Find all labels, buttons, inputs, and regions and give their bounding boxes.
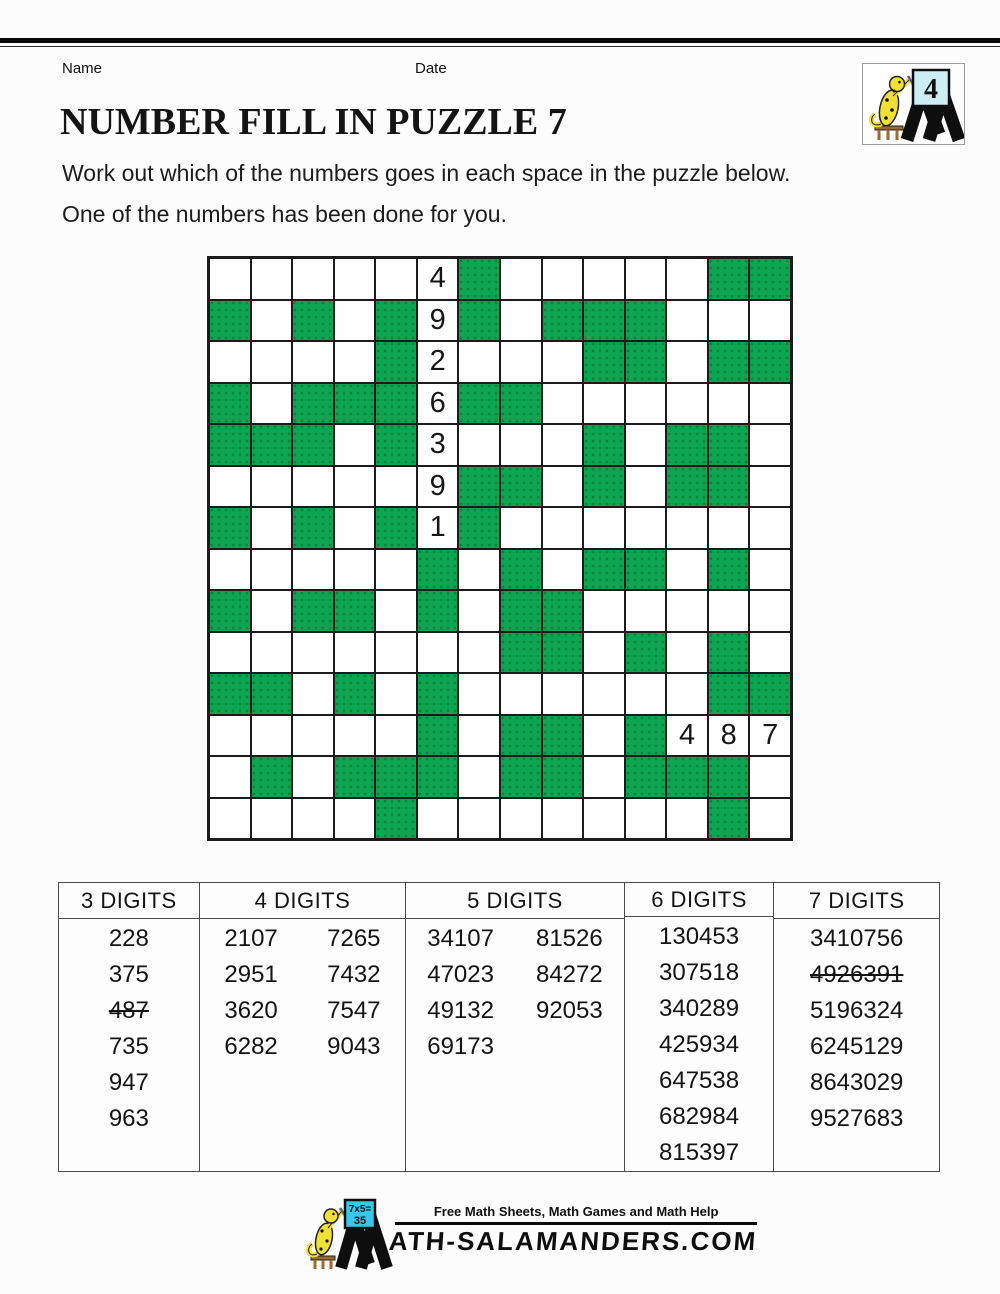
word-bank-number: 6245129 bbox=[809, 1033, 904, 1060]
grid-cell-empty[interactable] bbox=[458, 632, 500, 674]
grid-cell-empty[interactable] bbox=[292, 549, 334, 591]
grid-cell-prefilled: 3 bbox=[417, 424, 459, 466]
word-bank-list bbox=[200, 921, 303, 1171]
grid-cell-empty[interactable] bbox=[749, 549, 791, 591]
grid-cell-blocked bbox=[666, 756, 708, 798]
grid-cell-blocked bbox=[583, 300, 625, 342]
grid-cell-blocked bbox=[708, 424, 750, 466]
word-bank-number: 34107 bbox=[427, 925, 494, 952]
word-bank-list bbox=[625, 919, 774, 1171]
grid-cell-empty[interactable] bbox=[458, 798, 500, 840]
word-bank-number: 47023 bbox=[427, 961, 494, 988]
word-bank-list bbox=[406, 921, 515, 1171]
grid-cell-blocked bbox=[209, 590, 251, 632]
grid-cell-empty[interactable] bbox=[625, 258, 667, 300]
grid-cell-blocked bbox=[500, 549, 542, 591]
grid-cell-empty[interactable] bbox=[666, 383, 708, 425]
grid-cell-empty[interactable] bbox=[542, 673, 584, 715]
word-bank-header: 6 DIGITS bbox=[625, 883, 774, 917]
grid-cell-blocked bbox=[375, 798, 417, 840]
grid-cell-prefilled: 9 bbox=[417, 466, 459, 508]
word-bank-number: 647538 bbox=[659, 1067, 740, 1094]
math-salamanders-logo-icon bbox=[863, 64, 964, 144]
grid-cell-empty[interactable] bbox=[625, 590, 667, 632]
grid-cell-empty[interactable] bbox=[417, 632, 459, 674]
grid-cell-blocked bbox=[292, 424, 334, 466]
grid-cell-blocked bbox=[209, 507, 251, 549]
word-bank-number: 81526 bbox=[535, 925, 603, 952]
grid-cell-blocked bbox=[583, 424, 625, 466]
grid-cell-empty[interactable] bbox=[375, 632, 417, 674]
grid-cell-blocked bbox=[458, 507, 500, 549]
word-bank-number: 5196324 bbox=[809, 997, 904, 1024]
grid-cell-blocked bbox=[583, 466, 625, 508]
grid-cell-blocked bbox=[500, 466, 542, 508]
word-bank-number: 130453 bbox=[659, 923, 740, 950]
grid-cell-empty[interactable] bbox=[542, 466, 584, 508]
word-bank-list bbox=[515, 921, 624, 1171]
grid-cell-empty[interactable] bbox=[458, 549, 500, 591]
grid-cell-blocked bbox=[251, 756, 293, 798]
grid-cell-empty[interactable] bbox=[251, 632, 293, 674]
grid-cell-empty[interactable] bbox=[334, 341, 376, 383]
grid-cell-empty[interactable] bbox=[542, 798, 584, 840]
grid-cell-empty[interactable] bbox=[749, 383, 791, 425]
grid-cell-blocked bbox=[542, 590, 584, 632]
grid-cell-blocked bbox=[417, 549, 459, 591]
word-bank-number: 340289 bbox=[659, 995, 740, 1022]
grid-cell-empty[interactable] bbox=[251, 590, 293, 632]
grid-cell-blocked bbox=[625, 300, 667, 342]
word-bank-number: 4926391 bbox=[809, 961, 904, 988]
grid-cell-prefilled: 4 bbox=[417, 258, 459, 300]
word-bank-header: 4 DIGITS bbox=[200, 883, 406, 919]
grid-cell-empty[interactable] bbox=[292, 756, 334, 798]
grid-cell-blocked bbox=[500, 715, 542, 757]
grid-cell-empty[interactable] bbox=[251, 507, 293, 549]
grid-cell-empty[interactable] bbox=[666, 549, 708, 591]
word-bank-number: 7265 bbox=[327, 925, 381, 952]
grid-cell-empty[interactable] bbox=[251, 798, 293, 840]
grid-cell-empty[interactable] bbox=[708, 507, 750, 549]
footer-tagline: Free Math Sheets, Math Games and Math Help bbox=[433, 1204, 719, 1219]
grid-cell-blocked bbox=[666, 466, 708, 508]
grid-cell-empty[interactable] bbox=[749, 424, 791, 466]
grid-cell-empty[interactable] bbox=[292, 466, 334, 508]
grid-cell-empty[interactable] bbox=[666, 258, 708, 300]
word-bank-number: 49132 bbox=[427, 997, 494, 1024]
grid-cell-blocked bbox=[583, 549, 625, 591]
math-salamanders-footer-icon bbox=[303, 1198, 395, 1273]
word-bank-body bbox=[59, 919, 199, 1171]
grid-cell-prefilled: 1 bbox=[417, 507, 459, 549]
grid-cell-empty[interactable] bbox=[375, 673, 417, 715]
grid-cell-empty[interactable] bbox=[542, 549, 584, 591]
grid-cell-empty[interactable] bbox=[749, 632, 791, 674]
instructions-line-2: One of the numbers has been done for you. bbox=[62, 201, 507, 227]
grid-cell-blocked bbox=[542, 756, 584, 798]
grid-cell-blocked bbox=[334, 673, 376, 715]
grid-cell-blocked bbox=[708, 341, 750, 383]
grid-cell-blocked bbox=[292, 383, 334, 425]
word-bank-body bbox=[200, 919, 406, 1171]
word-bank-number: 6282 bbox=[224, 1033, 278, 1060]
grid-cell-empty[interactable] bbox=[500, 258, 542, 300]
word-bank-list bbox=[302, 921, 405, 1171]
grid-cell-blocked bbox=[542, 300, 584, 342]
puzzle-grid bbox=[207, 256, 793, 841]
grid-cell-blocked bbox=[708, 756, 750, 798]
grid-cell-blocked bbox=[417, 715, 459, 757]
word-bank-number: 228 bbox=[108, 925, 149, 952]
grid-cell-empty[interactable] bbox=[708, 590, 750, 632]
grid-cell-blocked bbox=[375, 424, 417, 466]
grid-cell-blocked bbox=[417, 590, 459, 632]
grid-cell-empty[interactable] bbox=[458, 424, 500, 466]
word-bank-number: 735 bbox=[108, 1033, 149, 1060]
grid-cell-prefilled: 7 bbox=[749, 715, 791, 757]
grid-cell-empty[interactable] bbox=[583, 798, 625, 840]
top-divider-thin bbox=[0, 46, 1000, 47]
word-bank-column bbox=[59, 883, 200, 1171]
grid-cell-empty[interactable] bbox=[708, 300, 750, 342]
word-bank-header: 5 DIGITS bbox=[406, 883, 624, 919]
grid-cell-blocked bbox=[458, 466, 500, 508]
top-divider bbox=[0, 38, 1000, 43]
grid-cell-blocked bbox=[417, 756, 459, 798]
grid-cell-empty[interactable] bbox=[417, 798, 459, 840]
grid-cell-empty[interactable] bbox=[251, 383, 293, 425]
grid-cell-empty[interactable] bbox=[708, 383, 750, 425]
grid-cell-empty[interactable] bbox=[749, 756, 791, 798]
grid-cell-empty[interactable] bbox=[542, 383, 584, 425]
grid-cell-empty[interactable] bbox=[334, 424, 376, 466]
word-bank-column bbox=[406, 883, 625, 1171]
footer-divider bbox=[395, 1222, 757, 1225]
word-bank-number: 963 bbox=[108, 1105, 149, 1132]
word-bank-number: 9043 bbox=[327, 1033, 381, 1060]
grid-cell-empty[interactable] bbox=[583, 632, 625, 674]
footer-board-line1: 7x5= bbox=[348, 1204, 372, 1215]
grid-cell-empty[interactable] bbox=[625, 466, 667, 508]
grid-cell-blocked bbox=[251, 424, 293, 466]
grid-cell-empty[interactable] bbox=[583, 590, 625, 632]
grid-cell-blocked bbox=[708, 798, 750, 840]
word-bank-number: 375 bbox=[108, 961, 149, 988]
header-logo-box bbox=[862, 63, 965, 145]
word-bank-number: 2107 bbox=[224, 925, 278, 952]
word-bank-number: 84272 bbox=[535, 961, 603, 988]
grid-cell-empty[interactable] bbox=[749, 590, 791, 632]
grid-cell-empty[interactable] bbox=[583, 673, 625, 715]
grid-cell-empty[interactable] bbox=[625, 798, 667, 840]
word-bank-table bbox=[58, 882, 940, 1172]
grid-cell-blocked bbox=[708, 466, 750, 508]
grid-cell-blocked bbox=[458, 258, 500, 300]
grid-cell-empty[interactable] bbox=[458, 673, 500, 715]
word-bank-list bbox=[59, 921, 199, 1171]
grid-cell-empty[interactable] bbox=[251, 300, 293, 342]
grid-cell-empty[interactable] bbox=[625, 383, 667, 425]
word-bank-header: 3 DIGITS bbox=[59, 883, 199, 919]
grid-cell-empty[interactable] bbox=[749, 300, 791, 342]
footer-board-line2: 35 bbox=[353, 1215, 367, 1227]
grid-cell-blocked bbox=[708, 549, 750, 591]
grid-cell-prefilled: 9 bbox=[417, 300, 459, 342]
word-bank-number: 487 bbox=[108, 997, 149, 1024]
grid-cell-empty[interactable] bbox=[542, 341, 584, 383]
grid-cell-blocked bbox=[625, 549, 667, 591]
grid-cell-empty[interactable] bbox=[292, 715, 334, 757]
grid-cell-blocked bbox=[209, 424, 251, 466]
grid-cell-blocked bbox=[625, 715, 667, 757]
grid-cell-empty[interactable] bbox=[583, 715, 625, 757]
grid-cell-empty[interactable] bbox=[500, 507, 542, 549]
grid-cell-empty[interactable] bbox=[334, 798, 376, 840]
grid-cell-empty[interactable] bbox=[458, 715, 500, 757]
grid-cell-blocked bbox=[749, 258, 791, 300]
grid-cell-empty[interactable] bbox=[500, 673, 542, 715]
word-bank-number: 69173 bbox=[427, 1033, 494, 1060]
grid-cell-blocked bbox=[375, 383, 417, 425]
grid-cell-empty[interactable] bbox=[500, 341, 542, 383]
grid-cell-blocked bbox=[583, 341, 625, 383]
grid-cell-empty[interactable] bbox=[292, 258, 334, 300]
grid-cell-empty[interactable] bbox=[209, 466, 251, 508]
grid-cell-blocked bbox=[666, 424, 708, 466]
page-title: NUMBER FILL IN PUZZLE 7 bbox=[60, 101, 567, 143]
grid-cell-blocked bbox=[708, 673, 750, 715]
grid-cell-empty[interactable] bbox=[749, 507, 791, 549]
word-bank-number: 7547 bbox=[327, 997, 381, 1024]
word-bank-body bbox=[625, 917, 774, 1171]
grid-cell-blocked bbox=[375, 300, 417, 342]
footer-logo bbox=[303, 1198, 395, 1273]
grid-cell-prefilled: 8 bbox=[708, 715, 750, 757]
grid-cell-empty[interactable] bbox=[749, 466, 791, 508]
word-bank-body bbox=[406, 919, 624, 1171]
word-bank-header: 7 DIGITS bbox=[774, 883, 939, 919]
grid-cell-empty[interactable] bbox=[209, 258, 251, 300]
word-bank-list bbox=[774, 921, 939, 1171]
word-bank-number: 425934 bbox=[659, 1031, 740, 1058]
grid-cell-empty[interactable] bbox=[334, 715, 376, 757]
grid-cell-empty[interactable] bbox=[458, 756, 500, 798]
grid-cell-empty[interactable] bbox=[251, 715, 293, 757]
word-bank-column bbox=[625, 883, 775, 1171]
instructions-line-1: Work out which of the numbers goes in each space in the puzzle below. bbox=[62, 160, 791, 186]
grid-cell-empty[interactable] bbox=[209, 341, 251, 383]
grid-cell-empty[interactable] bbox=[251, 258, 293, 300]
grid-cell-empty[interactable] bbox=[292, 341, 334, 383]
grid-cell-empty[interactable] bbox=[666, 300, 708, 342]
grid-cell-empty[interactable] bbox=[334, 632, 376, 674]
footer-site-name: ATH-SALAMANDERS.COM bbox=[387, 1226, 759, 1256]
grid-cell-prefilled: 6 bbox=[417, 383, 459, 425]
date-label: Date bbox=[415, 60, 447, 77]
grid-cell-empty[interactable] bbox=[375, 715, 417, 757]
grid-cell-blocked bbox=[375, 507, 417, 549]
word-bank-number: 8643029 bbox=[809, 1069, 904, 1096]
word-bank-number: 3620 bbox=[224, 997, 278, 1024]
grid-cell-blocked bbox=[417, 673, 459, 715]
grid-cell-empty[interactable] bbox=[625, 424, 667, 466]
grid-cell-empty[interactable] bbox=[334, 549, 376, 591]
grid-cell-blocked bbox=[625, 632, 667, 674]
grid-cell-blocked bbox=[375, 756, 417, 798]
badge-number: 4 bbox=[924, 74, 938, 105]
grid-cell-blocked bbox=[292, 300, 334, 342]
grid-cell-empty[interactable] bbox=[500, 798, 542, 840]
grid-cell-blocked bbox=[458, 300, 500, 342]
grid-cell-empty[interactable] bbox=[209, 756, 251, 798]
word-bank-column bbox=[774, 883, 939, 1171]
grid-cell-blocked bbox=[708, 632, 750, 674]
footer bbox=[303, 1198, 759, 1273]
grid-cell-empty[interactable] bbox=[334, 258, 376, 300]
word-bank-number: 2951 bbox=[224, 961, 278, 988]
grid-cell-empty[interactable] bbox=[251, 341, 293, 383]
grid-cell-empty[interactable] bbox=[500, 424, 542, 466]
grid-cell-blocked bbox=[292, 507, 334, 549]
grid-cell-blocked bbox=[375, 341, 417, 383]
grid-cell-empty[interactable] bbox=[334, 466, 376, 508]
word-bank-number: 7432 bbox=[327, 961, 381, 988]
grid-cell-empty[interactable] bbox=[500, 300, 542, 342]
grid-cell-empty[interactable] bbox=[209, 798, 251, 840]
word-bank-number: 815397 bbox=[659, 1139, 740, 1166]
grid-cell-blocked bbox=[625, 341, 667, 383]
word-bank-number: 9527683 bbox=[809, 1105, 904, 1132]
grid-cell-blocked bbox=[500, 590, 542, 632]
grid-cell-empty[interactable] bbox=[583, 756, 625, 798]
grid-cell-empty[interactable] bbox=[375, 258, 417, 300]
grid-cell-empty[interactable] bbox=[542, 258, 584, 300]
grid-cell-empty[interactable] bbox=[458, 341, 500, 383]
grid-cell-blocked bbox=[209, 383, 251, 425]
grid-cell-blocked bbox=[209, 300, 251, 342]
grid-cell-empty[interactable] bbox=[583, 507, 625, 549]
word-bank-column bbox=[200, 883, 407, 1171]
grid-cell-blocked bbox=[708, 258, 750, 300]
grid-cell-empty[interactable] bbox=[375, 590, 417, 632]
grid-cell-empty[interactable] bbox=[209, 715, 251, 757]
word-bank-number: 3410756 bbox=[809, 925, 904, 952]
grid-cell-empty[interactable] bbox=[583, 258, 625, 300]
grid-cell-empty[interactable] bbox=[666, 673, 708, 715]
grid-cell-blocked bbox=[334, 756, 376, 798]
grid-cell-empty[interactable] bbox=[251, 466, 293, 508]
grid-cell-empty[interactable] bbox=[292, 798, 334, 840]
grid-cell-empty[interactable] bbox=[209, 632, 251, 674]
word-bank-number: 307518 bbox=[659, 959, 740, 986]
grid-cell-empty[interactable] bbox=[458, 590, 500, 632]
grid-cell-prefilled: 4 bbox=[666, 715, 708, 757]
grid-cell-blocked bbox=[292, 590, 334, 632]
grid-cell-empty[interactable] bbox=[334, 507, 376, 549]
grid-cell-empty[interactable] bbox=[292, 632, 334, 674]
grid-cell-empty[interactable] bbox=[625, 507, 667, 549]
grid-cell-empty[interactable] bbox=[542, 507, 584, 549]
grid-cell-blocked bbox=[500, 756, 542, 798]
word-bank-number: 92053 bbox=[535, 997, 603, 1024]
grid-cell-empty[interactable] bbox=[666, 632, 708, 674]
grid-cell-blocked bbox=[334, 383, 376, 425]
grid-cell-prefilled: 2 bbox=[417, 341, 459, 383]
grid-cell-empty[interactable] bbox=[666, 798, 708, 840]
word-bank-body bbox=[774, 919, 939, 1171]
grid-cell-empty[interactable] bbox=[583, 383, 625, 425]
grid-cell-blocked bbox=[334, 590, 376, 632]
grid-cell-blocked bbox=[209, 673, 251, 715]
grid-cell-empty[interactable] bbox=[666, 341, 708, 383]
grid-cell-empty[interactable] bbox=[292, 673, 334, 715]
grid-cell-empty[interactable] bbox=[209, 549, 251, 591]
grid-cell-empty[interactable] bbox=[542, 424, 584, 466]
grid-cell-empty[interactable] bbox=[334, 300, 376, 342]
grid-cell-blocked bbox=[749, 673, 791, 715]
grid-cell-empty[interactable] bbox=[251, 549, 293, 591]
grid-cell-blocked bbox=[500, 383, 542, 425]
grid-cell-blocked bbox=[749, 341, 791, 383]
grid-cell-blocked bbox=[500, 632, 542, 674]
grid-cell-empty[interactable] bbox=[375, 549, 417, 591]
grid-cell-blocked bbox=[542, 632, 584, 674]
grid-cell-blocked bbox=[251, 673, 293, 715]
grid-cell-empty[interactable] bbox=[666, 507, 708, 549]
grid-cell-empty[interactable] bbox=[375, 466, 417, 508]
grid-cell-empty[interactable] bbox=[625, 673, 667, 715]
grid-cell-blocked bbox=[542, 715, 584, 757]
name-label: Name bbox=[62, 60, 103, 77]
grid-cell-blocked bbox=[625, 756, 667, 798]
grid-cell-blocked bbox=[458, 383, 500, 425]
grid-cell-empty[interactable] bbox=[749, 798, 791, 840]
word-bank-number: 682984 bbox=[659, 1103, 740, 1130]
grid-cell-empty[interactable] bbox=[666, 590, 708, 632]
word-bank-number: 947 bbox=[108, 1069, 149, 1096]
